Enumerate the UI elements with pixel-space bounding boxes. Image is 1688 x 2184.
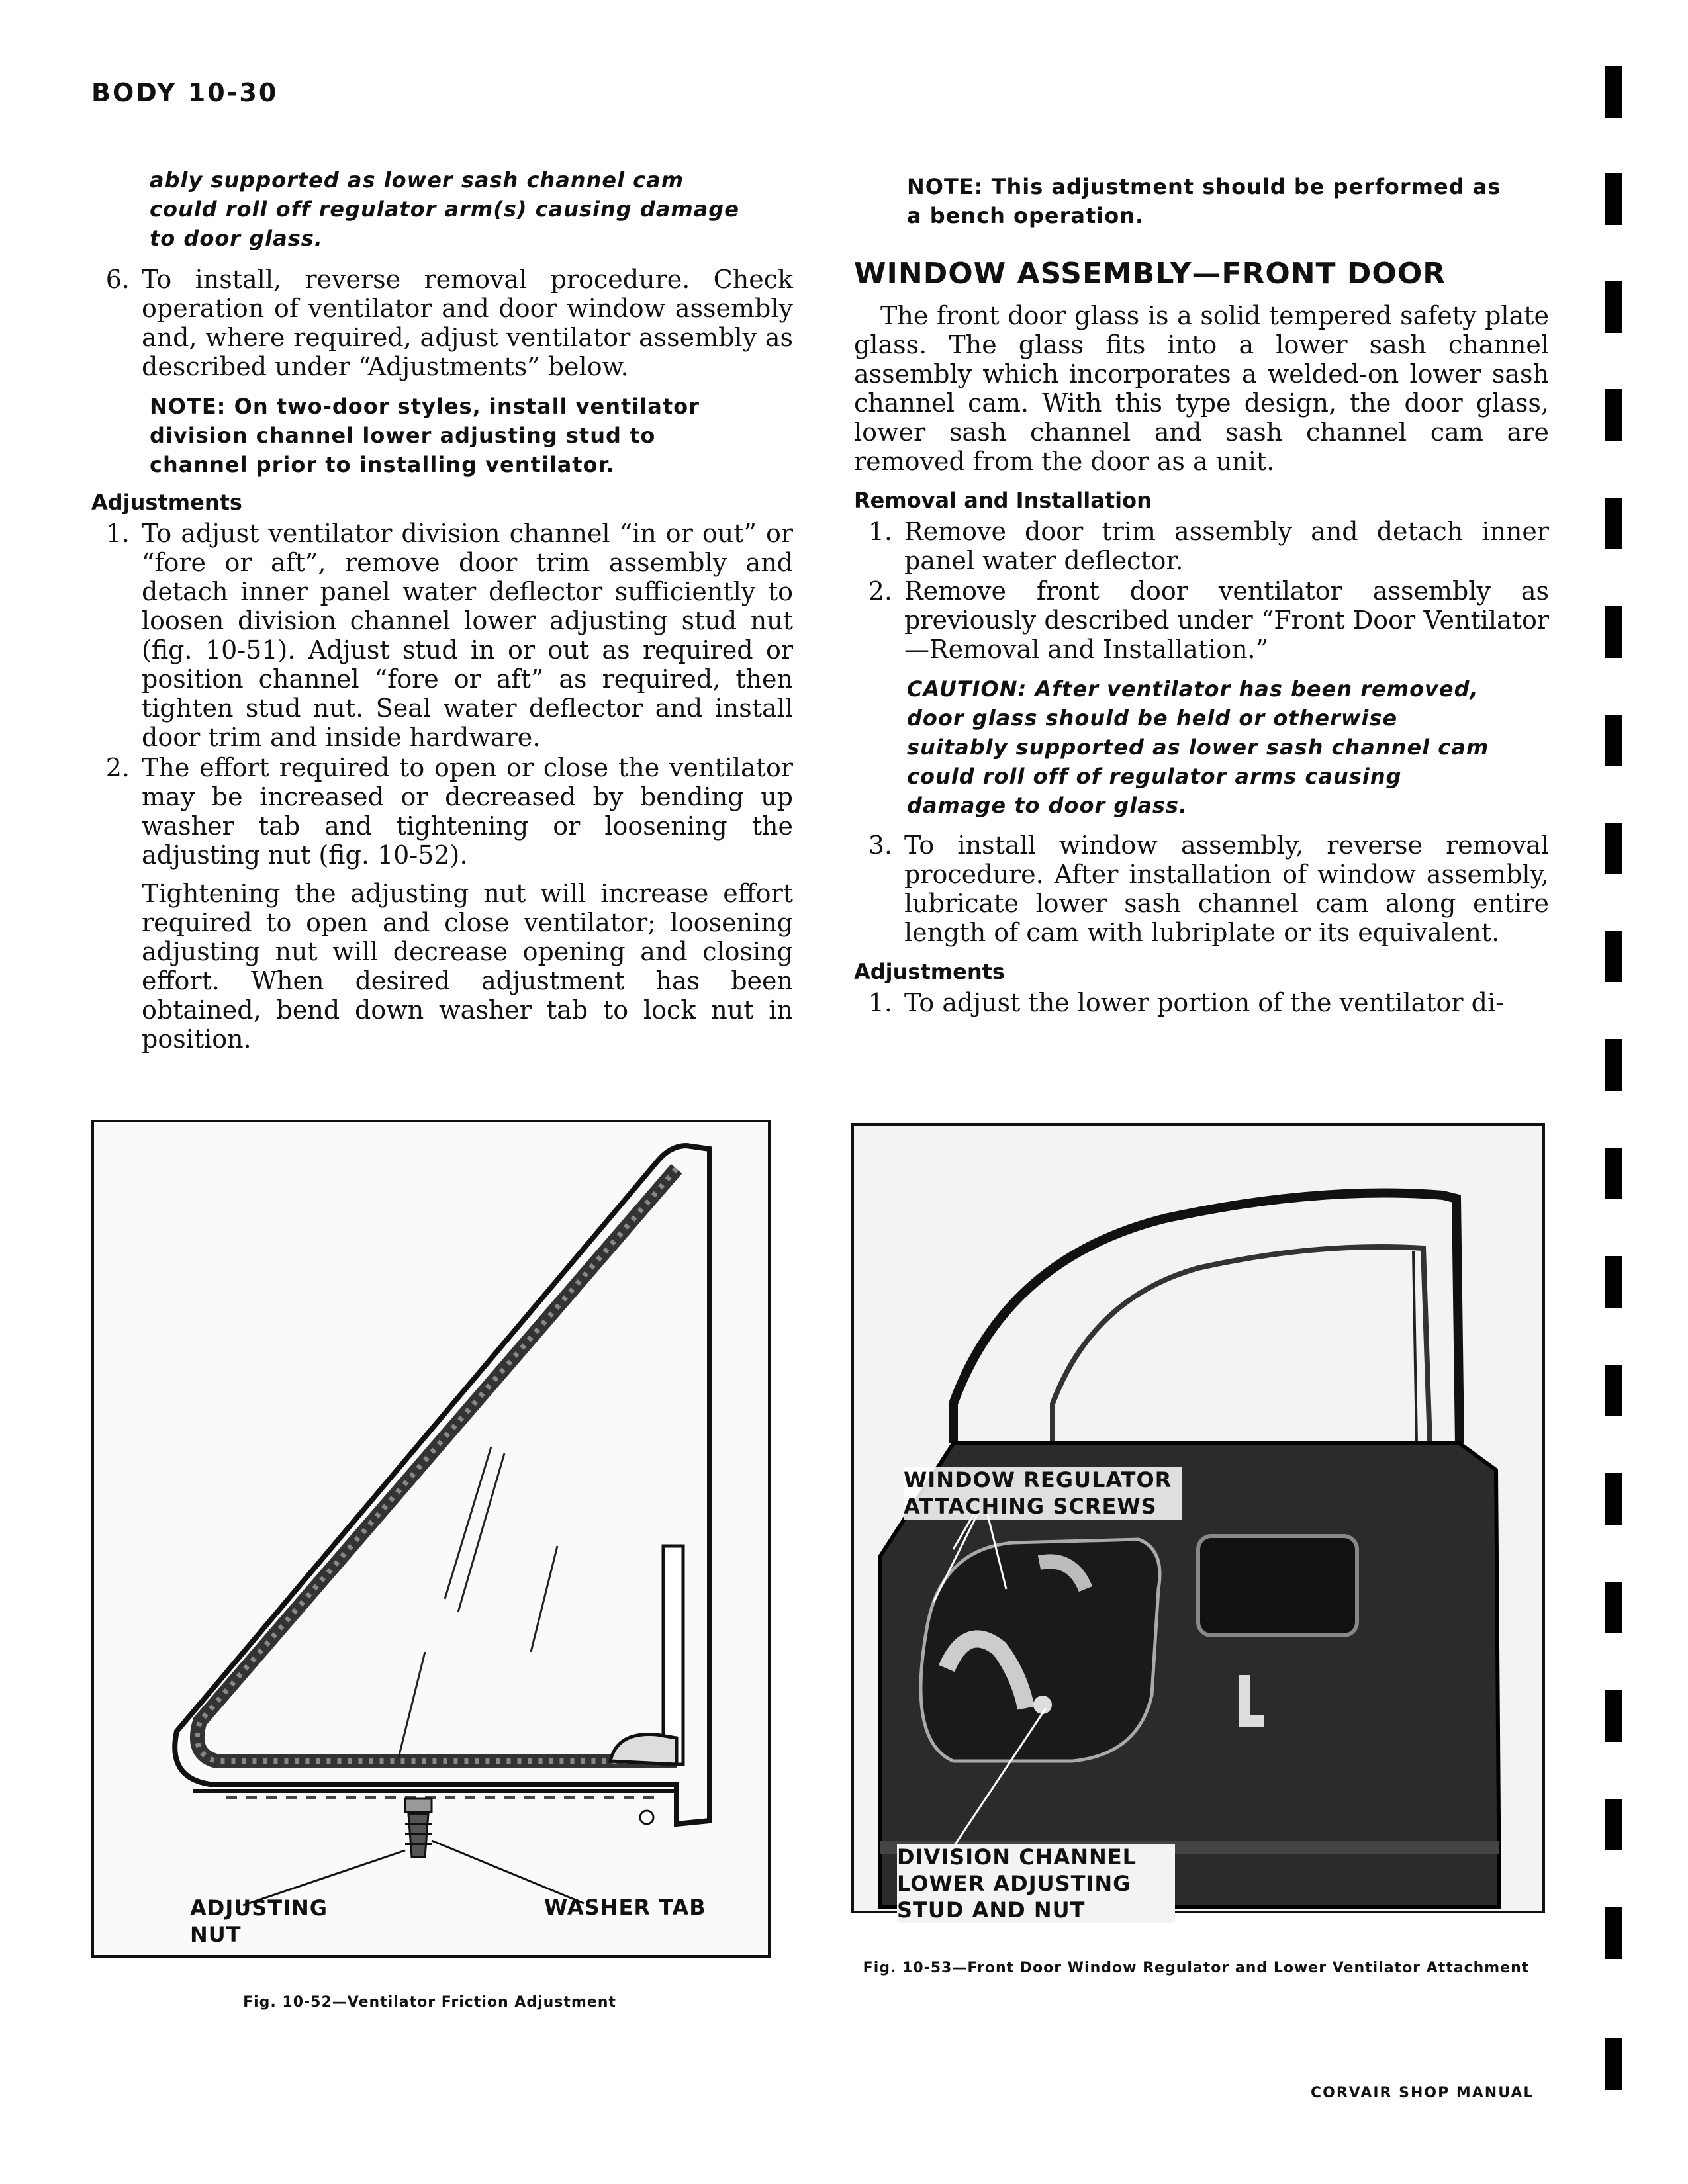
removal-step-2-text: Remove front door ventilator assembly as previously described under “Front Door Ventilator—Removal and Installation.” — [904, 576, 1549, 664]
figure-10-52-caption: Fig. 10-52—Ventilator Friction Adjustment — [243, 1994, 616, 2011]
step-6-text: To install, reverse removal procedure. Check operation of ventilator and door window assembly and, where required, adjust ventilator assembly as described under “Adjustments” below. — [142, 265, 793, 381]
removal-step-2-number: 2. — [868, 576, 892, 606]
footer-manual-title: CORVAIR SHOP MANUAL — [1311, 2085, 1534, 2101]
adjustment-right-step-1-number: 1. — [868, 988, 892, 1017]
page-header: BODY 10-30 — [91, 78, 279, 107]
label-window-regulator-screws: WINDOW REGULATOR ATTACHING SCREWS — [904, 1467, 1182, 1520]
label-adjusting-nut: ADJUSTING NUT — [190, 1895, 328, 1947]
step-6-number: 6. — [105, 265, 130, 294]
figure-10-53 — [851, 1123, 1545, 1923]
adjustments-heading-right: Adjustments — [854, 959, 1005, 984]
continued-caution: ably supported as lower sash channel cam could roll off regulator arm(s) causing damage to door glass. — [150, 167, 739, 251]
note-bench-operation: NOTE: This adjustment should be performed as a bench operation. — [907, 174, 1501, 228]
figure-10-53-caption: Fig. 10-53—Front Door Window Regulator and Lower Ventilator Attachment — [863, 1960, 1530, 1976]
adjustment-step-1-number: 1. — [105, 519, 130, 548]
label-washer-tab: WASHER TAB — [544, 1895, 706, 1920]
removal-step-1-number: 1. — [868, 517, 892, 546]
figure-10-52 — [91, 1120, 771, 1958]
right-column — [854, 165, 1549, 1017]
adjustments-heading: Adjustments — [91, 490, 242, 515]
adjustment-paragraph: Tightening the adjusting nut will increase effort required to open and close ventilator; loosening adjusting nut will decrease opening and closing effort. When desired adjustment has been obtained, bend down washer tab to lock nut in position. — [142, 879, 793, 1054]
adjustment-right-step-1 — [854, 988, 1549, 1017]
removal-step-3-number: 3. — [868, 831, 892, 860]
removal-step-3-text: To install window assembly, reverse removal procedure. After installation of window assembly, lubricate lower sash channel cam along entire length of cam with lubriplate or its equivalent. — [904, 831, 1549, 947]
left-column — [91, 165, 793, 1054]
ventilator-illustration — [94, 1122, 768, 1955]
label-division-channel-stud: DIVISION CHANNEL LOWER ADJUSTING STUD AND NUT — [897, 1844, 1175, 1923]
removal-step-1 — [854, 517, 1549, 575]
removal-heading: Removal and Installation — [854, 488, 1152, 513]
removal-step-2 — [854, 576, 1549, 664]
removal-step-1-text: Remove door trim assembly and detach inner panel water deflector. — [904, 517, 1549, 575]
adjustment-step-2 — [91, 753, 793, 870]
adjustment-step-2-text: The effort required to open or close the ventilator may be increased or decreased by bending up washer tab and tightening or loosening the adjusting nut (fig. 10-52). — [142, 753, 793, 870]
caution-note: CAUTION: After ventilator has been removed, door glass should be held or otherwise suitably supported as lower sash channel cam could roll off of regulator arms causing damage to door glass. — [907, 676, 1489, 818]
section-heading: WINDOW ASSEMBLY—FRONT DOOR — [854, 257, 1446, 291]
adjustment-right-step-1-text: To adjust the lower portion of the ventilator di- — [904, 988, 1504, 1017]
removal-step-3 — [854, 831, 1549, 947]
adjustment-step-1-text: To adjust ventilator division channel “in or out” or “fore or aft”, remove door trim assembly and detach inner panel water deflector sufficiently to loosen division channel lower adjusting stud nut (fig. 10-51). Adjust stud in or out as required or position channel “fore or aft” as required, then tighten stud nut. Seal water deflector and install door trim and inside hardware. — [142, 519, 793, 752]
section-intro: The front door glass is a solid tempered safety plate glass. The glass fits into a lower sash channel assembly which incorporates a welded-on lower sash channel cam. With this type design, the door glass, lower sash channel and sash channel cam are removed from the door as a unit. — [854, 301, 1549, 476]
adjustment-step-2-number: 2. — [105, 753, 130, 782]
note-two-door: NOTE: On two-door styles, install ventilator division channel lower adjusting stud to channel prior to installing ventilator. — [150, 394, 700, 477]
step-6 — [91, 265, 793, 381]
adjustment-step-1 — [91, 519, 793, 752]
